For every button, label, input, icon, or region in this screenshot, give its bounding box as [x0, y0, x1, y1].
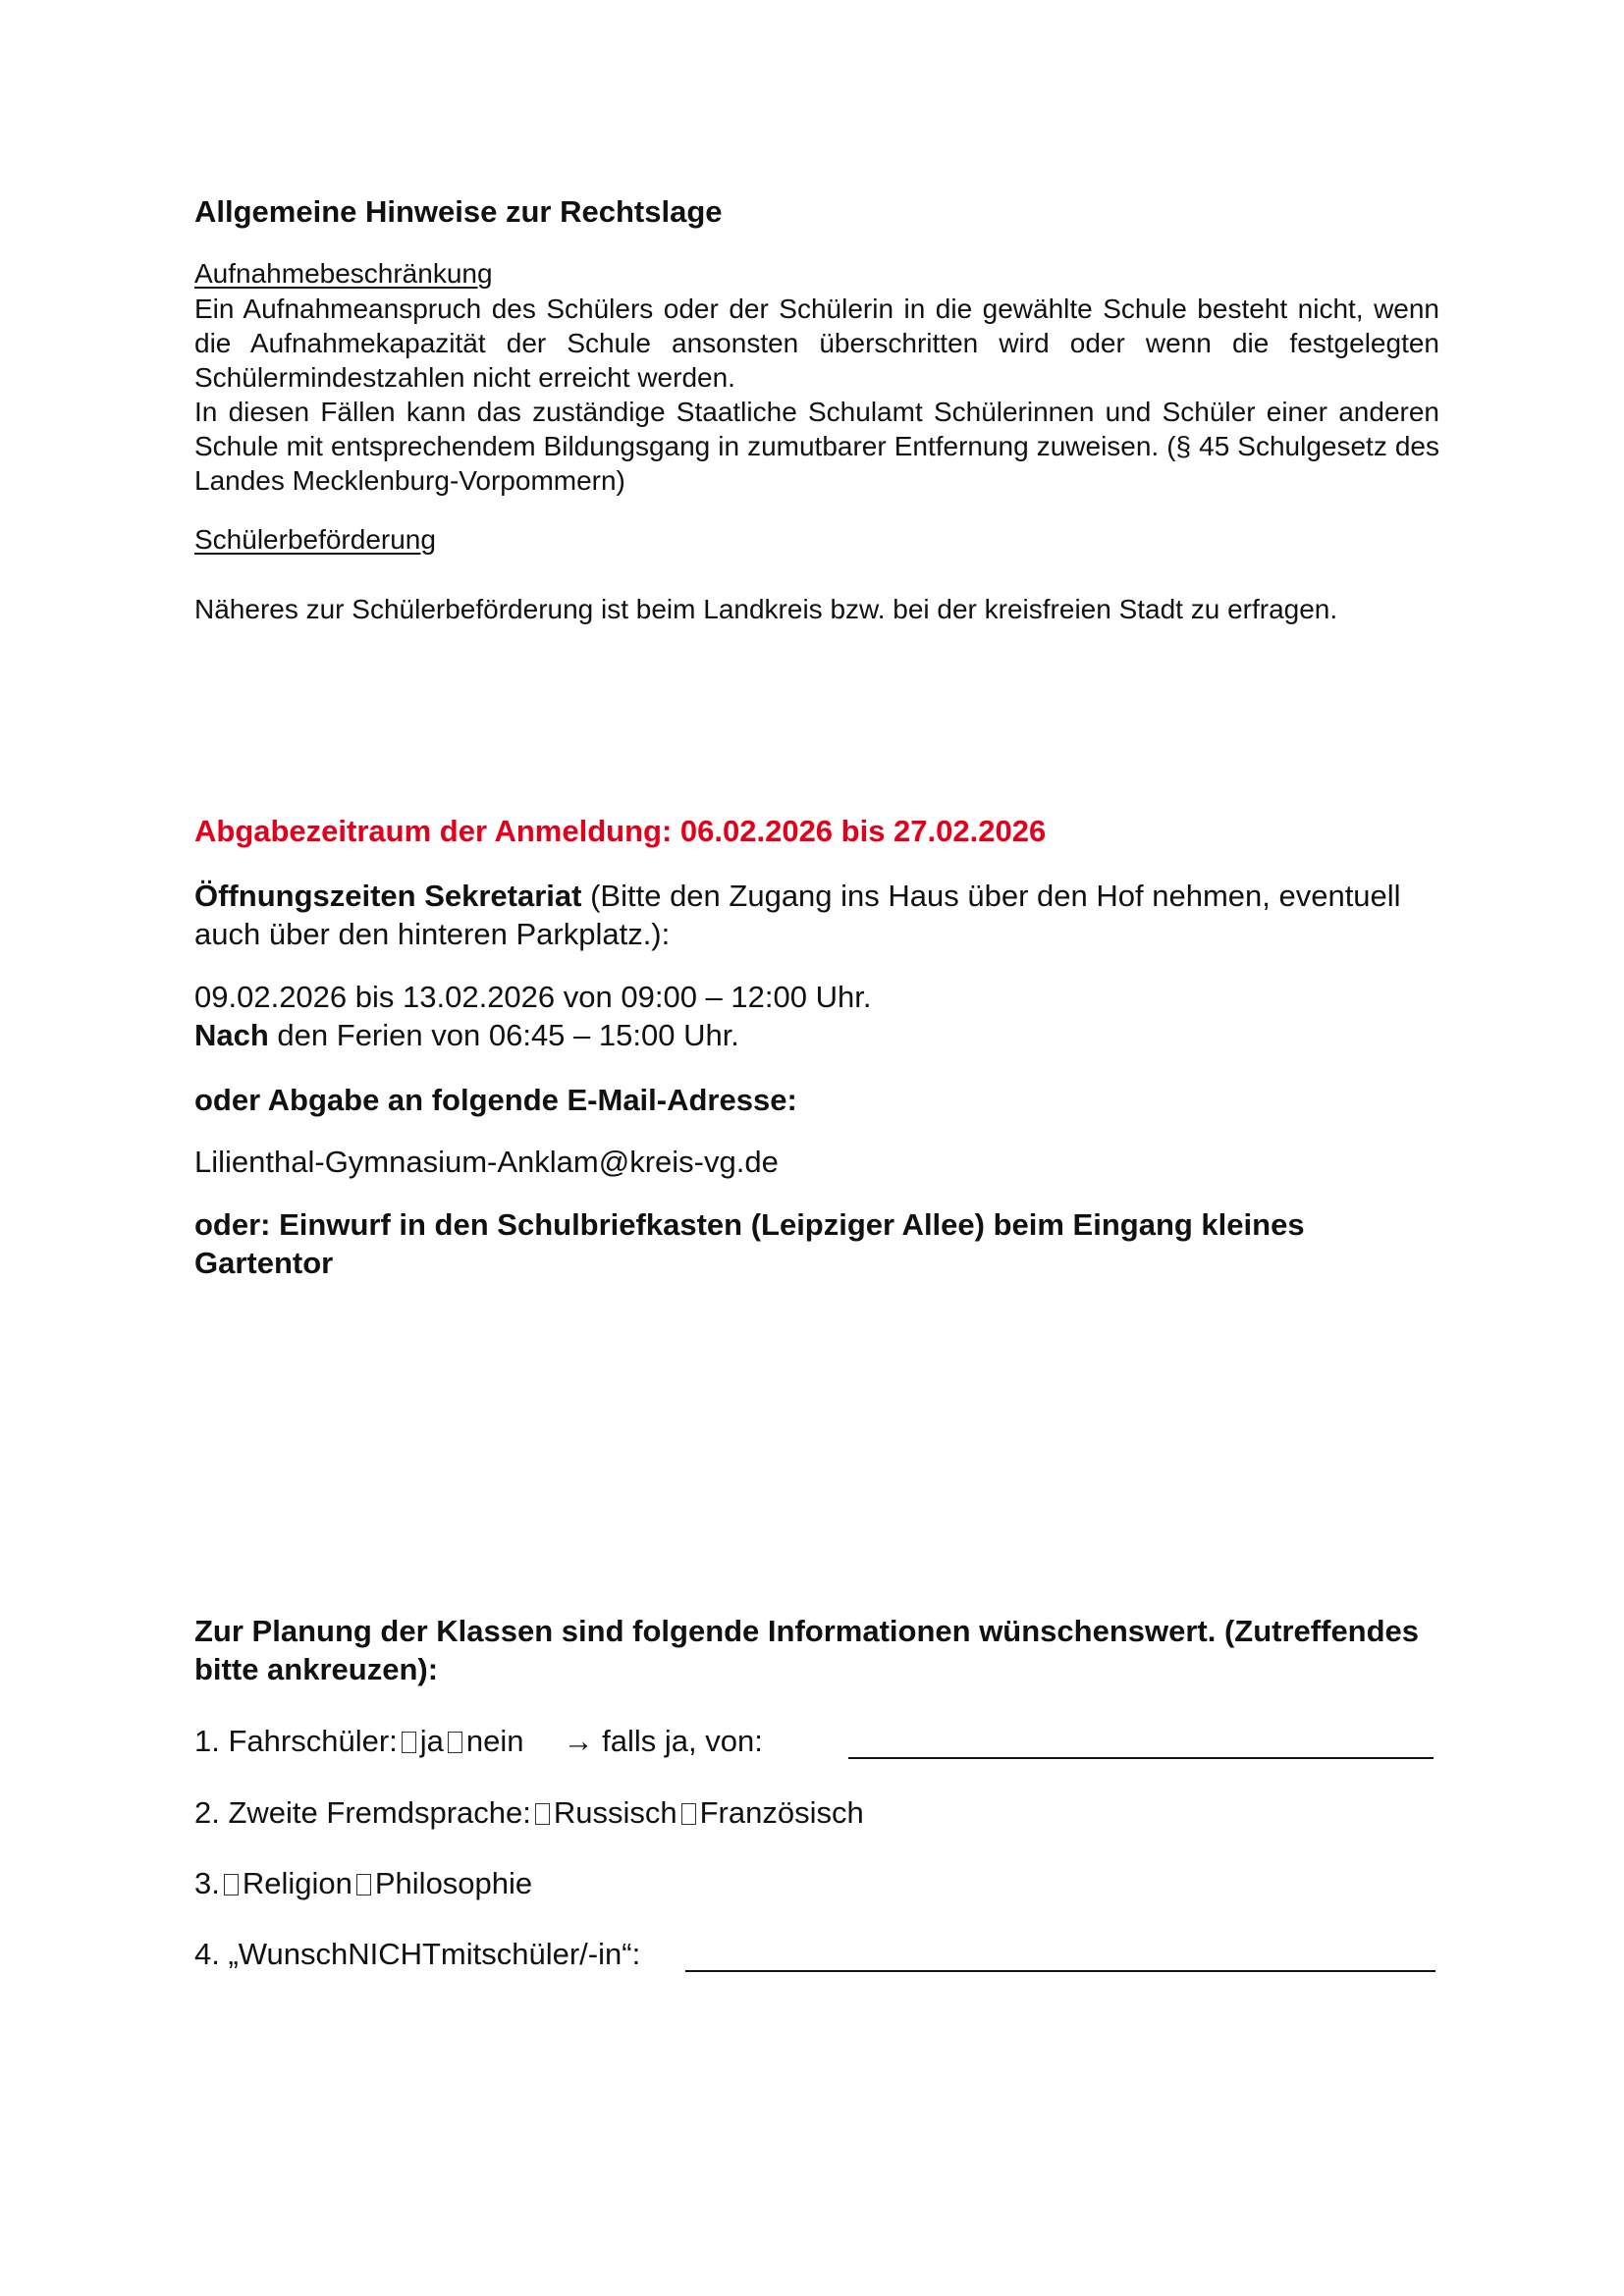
page-heading: Allgemeine Hinweise zur Rechtslage [194, 194, 723, 229]
opening-hours-note: (Bitte den Zugang ins Haus über den Hof nehmen, eventuell auch über den hinteren Parkplatz.): [194, 879, 1401, 951]
commuter-from-field[interactable] [848, 1757, 1434, 1759]
option-russisch-label: Russisch [553, 1795, 677, 1830]
question-not-classmate-label: 4. „WunschNICHTmitschüler/-in“: [194, 1937, 641, 1971]
planning-heading: Zur Planung der Klassen sind folgende Informationen wünschenswert. (Zutreffendes bitte ankreuzen): [194, 1614, 1420, 1686]
aufnahme-text [194, 292, 1439, 498]
checkbox-religion[interactable] [224, 1874, 239, 1896]
email-address: Lilienthal-Gymnasium-Anklam@kreis-vg.de [194, 1145, 779, 1179]
question-not-classmate [194, 1935, 640, 1973]
opening-hours-title: Öffnungszeiten Sekretariat [194, 879, 582, 913]
section-title-befoerderung: Schülerbeförderung [194, 524, 436, 555]
option-philosophie-label: Philosophie [374, 1866, 533, 1900]
option-religion-label: Religion [242, 1866, 352, 1900]
question-religion [194, 1864, 532, 1902]
opening-times-1: 09.02.2026 bis 13.02.2026 von 09:00 – 12:00 Uhr. [194, 980, 872, 1014]
checkbox-commuter-nein[interactable] [448, 1732, 462, 1753]
commuter-from-label: → falls ja, von: [563, 1724, 763, 1758]
question-language-label: 2. Zweite Fremdsprache: [194, 1795, 531, 1830]
question-second-language [194, 1793, 864, 1832]
checkbox-franzoesisch[interactable] [681, 1803, 696, 1825]
checkbox-philosophie[interactable] [356, 1874, 371, 1896]
question-commuter-label: 1. Fahrschüler: [194, 1724, 398, 1758]
opening-times-2-bold: Nach [194, 1018, 269, 1052]
opening-times-2 [194, 1016, 739, 1054]
question-religion-label: 3. [194, 1866, 220, 1900]
aufnahme-paragraph-2: In diesen Fällen kann das zuständige Staatliche Schulamt Schülerinnen und Schüler einer anderen Schule mit entsprechendem Bildungsgang in zumutbarer Entfernung zuweisen. (§ 45 Schulgesetz des Landes Mecklenburg-Vorpommern) [194, 397, 1439, 496]
befoerderung-text: Näheres zur Schülerbeförderung ist beim Landkreis bzw. bei der kreisfreien Stadt zu erfragen. [194, 594, 1338, 624]
option-franzoesisch-label: Französisch [699, 1795, 864, 1830]
opening-hours-text [194, 877, 1439, 953]
email-heading: oder Abgabe an folgende E-Mail-Adresse: [194, 1083, 797, 1117]
aufnahme-paragraph-1: Ein Aufnahmeanspruch des Schülers oder der Schülerin in die gewählte Schule besteht nicht, wenn die Aufnahmekapazität der Schule ansonsten überschritten wird oder wenn die festgelegten Schülermindestzahlen nicht erreicht werden. [194, 294, 1439, 393]
opening-times-2-rest: den Ferien von 06:45 – 15:00 Uhr. [268, 1018, 739, 1052]
mailbox-notice: oder: Einwurf in den Schulbriefkasten (Leipziger Allee) beim Eingang kleines Gartentor [194, 1207, 1305, 1280]
question-commuter [194, 1722, 1439, 1760]
section-title-aufnahme: Aufnahmebeschränkung [194, 258, 493, 289]
option-nein-label: nein [465, 1724, 524, 1758]
not-classmate-field[interactable] [685, 1970, 1435, 1972]
deadline-notice: Abgabezeitraum der Anmeldung: 06.02.2026 bis 27.02.2026 [194, 814, 1047, 848]
option-ja-label: ja [419, 1724, 444, 1758]
checkbox-russisch[interactable] [535, 1803, 550, 1825]
checkbox-commuter-ja[interactable] [402, 1732, 416, 1753]
